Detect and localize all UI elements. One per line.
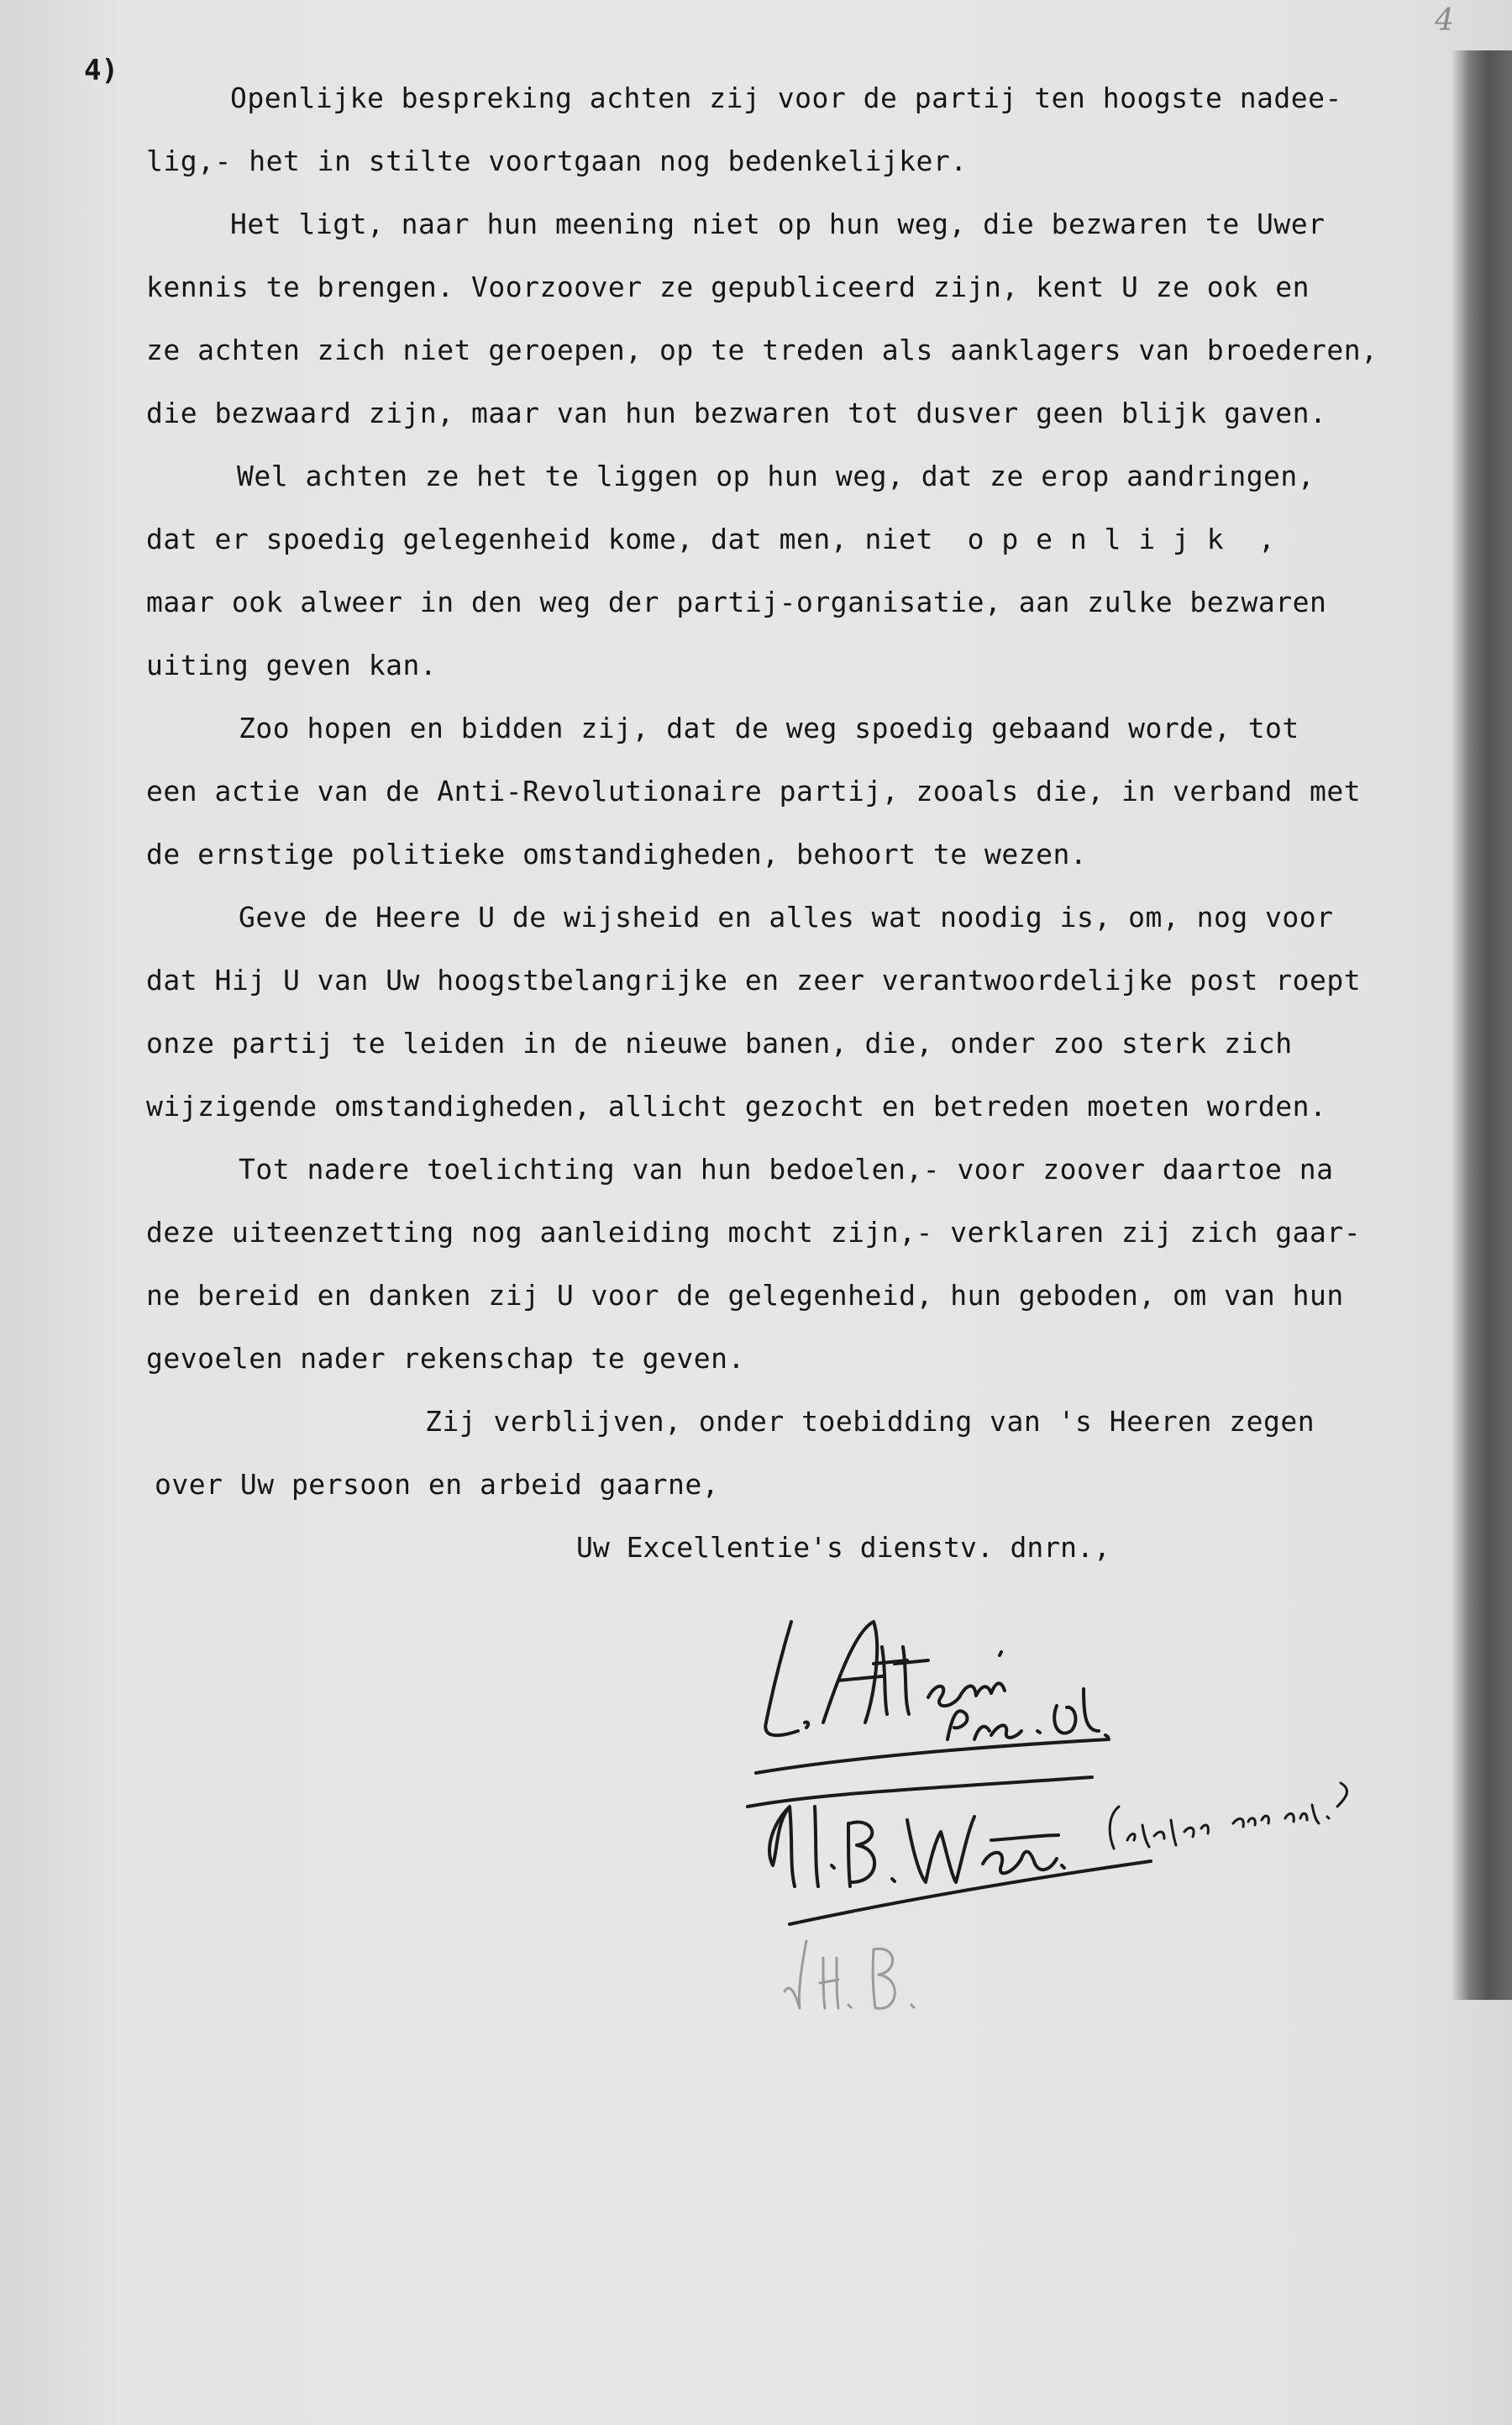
letter-line: gevoelen nader rekenschap te geven.	[146, 1342, 745, 1375]
letter-line: wijzigende omstandigheden, allicht gezocht en betreden moeten worden.	[146, 1090, 1327, 1123]
letter-line: Wel achten ze het te liggen op hun weg, dat ze erop aandringen,	[237, 460, 1315, 492]
letter-line: kennis te brengen. Voorzoover ze gepubliceerd zijn, kent U ze ook en	[146, 271, 1310, 303]
letter-line: onze partij te leiden in de nieuwe banen, die, onder zoo sterk zich	[146, 1027, 1293, 1060]
letter-line: Geve de Heere U de wijsheid en alles wat noodig is, om, nog voor	[239, 901, 1334, 934]
signature-attema	[756, 1622, 1109, 1773]
letter-line: die bezwaard zijn, maar van hun bezwaren tot dusver geen blijk gaven.	[146, 397, 1327, 429]
letter-line: ne bereid en danken zij U voor de gelegenheid, hun geboden, om van hun	[146, 1279, 1344, 1312]
letter-line: een actie van de Anti-Revolutionaire partij, zooals die, in verband met	[146, 775, 1362, 807]
letter-line: de ernstige politieke omstandigheden, behoort te wezen.	[146, 838, 1088, 871]
letter-line: Tot nadere toelichting van hun bedoelen,- voor zoover daartoe na	[239, 1153, 1334, 1186]
binding-shadow	[1452, 50, 1512, 2000]
corner-page-mark: 4	[1435, 3, 1454, 38]
letter-line: deze uiteenzetting nog aanleiding mocht zijn,- verklaren zij zich gaar-	[146, 1216, 1362, 1249]
letter-line: Zij verblijven, onder toebidding van 's Heeren zegen	[425, 1405, 1315, 1438]
letter-line: lig,- het in stilte voortgaan nog bedenkelijker.	[146, 145, 968, 177]
page-number: 4)	[84, 54, 118, 87]
signature-second	[748, 1777, 1151, 1924]
letter-line: dat Hij U van Uw hoogstbelangrijke en zeer verantwoordelijke post roept	[146, 964, 1362, 997]
letter-line: maar ook alweer in den weg der partij-organisatie, aan zulke bezwaren	[146, 586, 1327, 618]
letter-line: over Uw persoon en arbeid gaarne,	[155, 1468, 720, 1501]
handwritten-signatures	[739, 1597, 1411, 2033]
letter-line: Zoo hopen en bidden zij, dat de weg spoedig gebaand worde, tot	[239, 712, 1299, 744]
signature-second-title	[1110, 1783, 1347, 1849]
letter-line: dat er spoedig gelegenheid kome, dat men, niet o p e n l i j k ,	[146, 523, 1276, 555]
letter-line: Openlijke bespreking achten zij voor de partij ten hoogste nadee-	[230, 82, 1342, 114]
letter-line: ze achten zich niet geroepen, op te treden als aanklagers van broederen,	[146, 334, 1378, 366]
letter-line: Het ligt, naar hun meening niet op hun weg, die bezwaren te Uwer	[230, 208, 1326, 240]
pencil-initials	[785, 1941, 914, 2008]
letter-closing: Uw Excellentie's dienstv. dnrn.,	[576, 1531, 1110, 1564]
letter-line: uiting geven kan.	[146, 649, 438, 681]
